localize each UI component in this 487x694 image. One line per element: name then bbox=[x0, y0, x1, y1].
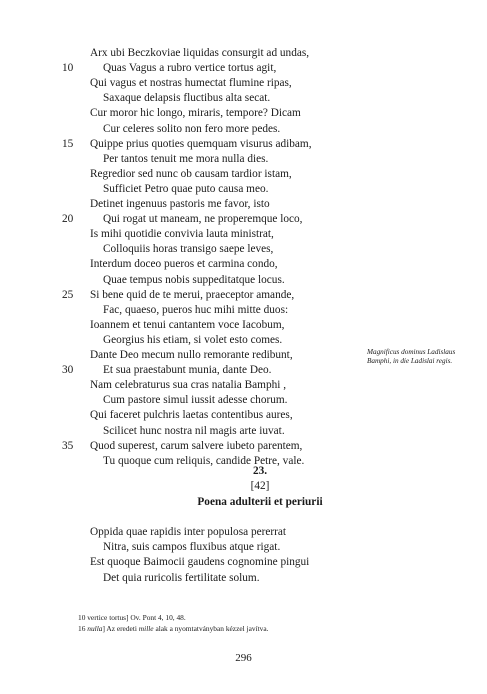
line-number: 10 bbox=[62, 62, 74, 75]
verse-line: Qui rogat ut maneam, ne properemque loco, bbox=[103, 213, 303, 226]
verse-line: Si bene quid de te merui, praeceptor amande, bbox=[90, 288, 295, 301]
verse-line: Quas Vagus a rubro vertice tortus agit, bbox=[103, 62, 277, 75]
verse-line: Cur moror hic longo, miraris, tempore? Dicam bbox=[90, 107, 301, 120]
verse-line: Regredior sed nunc ob causam tardior istam, bbox=[90, 167, 292, 180]
poem-reference: [42] bbox=[250, 480, 270, 492]
footnote-2-tail: alak a nyomtatványban kézzel javítva. bbox=[155, 624, 269, 633]
verse-line: Det quia ruricolis fertilitate solum. bbox=[103, 571, 260, 584]
verse-line: Est quoque Baimocii gaudens cognomine pingui bbox=[90, 556, 310, 569]
verse-line: Is mihi quotidie convivia lauta ministrat, bbox=[90, 228, 274, 241]
footnote-2-lemma: nulla bbox=[87, 624, 103, 633]
verse-line: Fac, quaeso, pueros huc mihi mitte duos: bbox=[103, 303, 289, 316]
verse-line: Quod superest, carum salvere iubeto parentem, bbox=[90, 439, 303, 452]
line-number: 15 bbox=[62, 137, 74, 150]
page-number: 296 bbox=[235, 652, 252, 664]
verse-line: Sufficiet Petro quae puto causa meo. bbox=[103, 182, 269, 195]
verse-line: Scilicet hunc nostra nil magis arte iuvat. bbox=[103, 424, 285, 437]
verse-line: Oppida quae rapidis inter populosa pererrat bbox=[90, 526, 287, 538]
verse-line: Interdum doceo pueros et carmina condo, bbox=[90, 258, 278, 271]
verse-line: Cur celeres solito non fero more pedes. bbox=[103, 122, 281, 135]
line-number: 30 bbox=[62, 364, 74, 377]
verse-line: Per tantos tenuit me mora nulla dies. bbox=[103, 152, 269, 165]
footnote-2 bbox=[78, 624, 269, 634]
verse-line: Arx ubi Beczkoviae liquidas consurgit ad undas, bbox=[90, 47, 310, 59]
verse-line: Nitra, suis campos fluxibus atque rigat. bbox=[103, 541, 281, 554]
verse-line: Qui vagus et nostras humectat flumine ripas, bbox=[90, 77, 292, 90]
verse-line: Colloquiis horas transigo saepe leves, bbox=[103, 243, 274, 256]
verse-line: Tu quoque cum reliquis, candide Petre, vale. bbox=[103, 454, 305, 467]
verse-line: Quae tempus nobis suppeditatque locus. bbox=[103, 273, 285, 286]
verse-line: Saxaque delapsis fluctibus alta secat. bbox=[103, 92, 271, 105]
footnote-2-text: ] Az eredeti bbox=[102, 624, 137, 633]
verse-line: Cum pastore simul iussit adesse chorum. bbox=[103, 394, 288, 407]
footnote-2-number: 16 bbox=[78, 624, 86, 633]
verse-line: Georgius his etiam, si volet esto comes. bbox=[103, 333, 283, 346]
poem-number: 23. bbox=[252, 465, 268, 477]
verse-line: Et sua praestabunt munia, dante Deo. bbox=[103, 364, 272, 377]
line-number: 25 bbox=[62, 288, 74, 301]
verse-line: Ioannem et tenui cantantem voce Iacobum, bbox=[90, 318, 285, 331]
verse-line: Quippe prius quoties quemquam visurus adibam, bbox=[90, 137, 312, 150]
line-number: 35 bbox=[62, 439, 74, 452]
footnote-2-variant: mille bbox=[138, 624, 154, 633]
verse-line: Qui faceret pulchris laetas contentibus aures, bbox=[90, 409, 293, 422]
footnote-1: 10 vertice tortus] Ov. Pont 4, 10, 48. bbox=[78, 613, 186, 622]
verse-line: Dante Deo mecum nullo remorante redibunt, bbox=[90, 349, 293, 361]
verse-line: Nam celebraturus sua cras natalia Bamphi , bbox=[90, 379, 287, 392]
line-number: 20 bbox=[62, 213, 74, 226]
poem-title: Poena adulterii et periurii bbox=[197, 496, 323, 508]
margin-note: Magnificus dominus Ladislaus Bamphi, in die Ladislai regis. bbox=[367, 348, 456, 365]
verse-line: Detinet ingenuus pastoris me favor, isto bbox=[90, 198, 270, 210]
